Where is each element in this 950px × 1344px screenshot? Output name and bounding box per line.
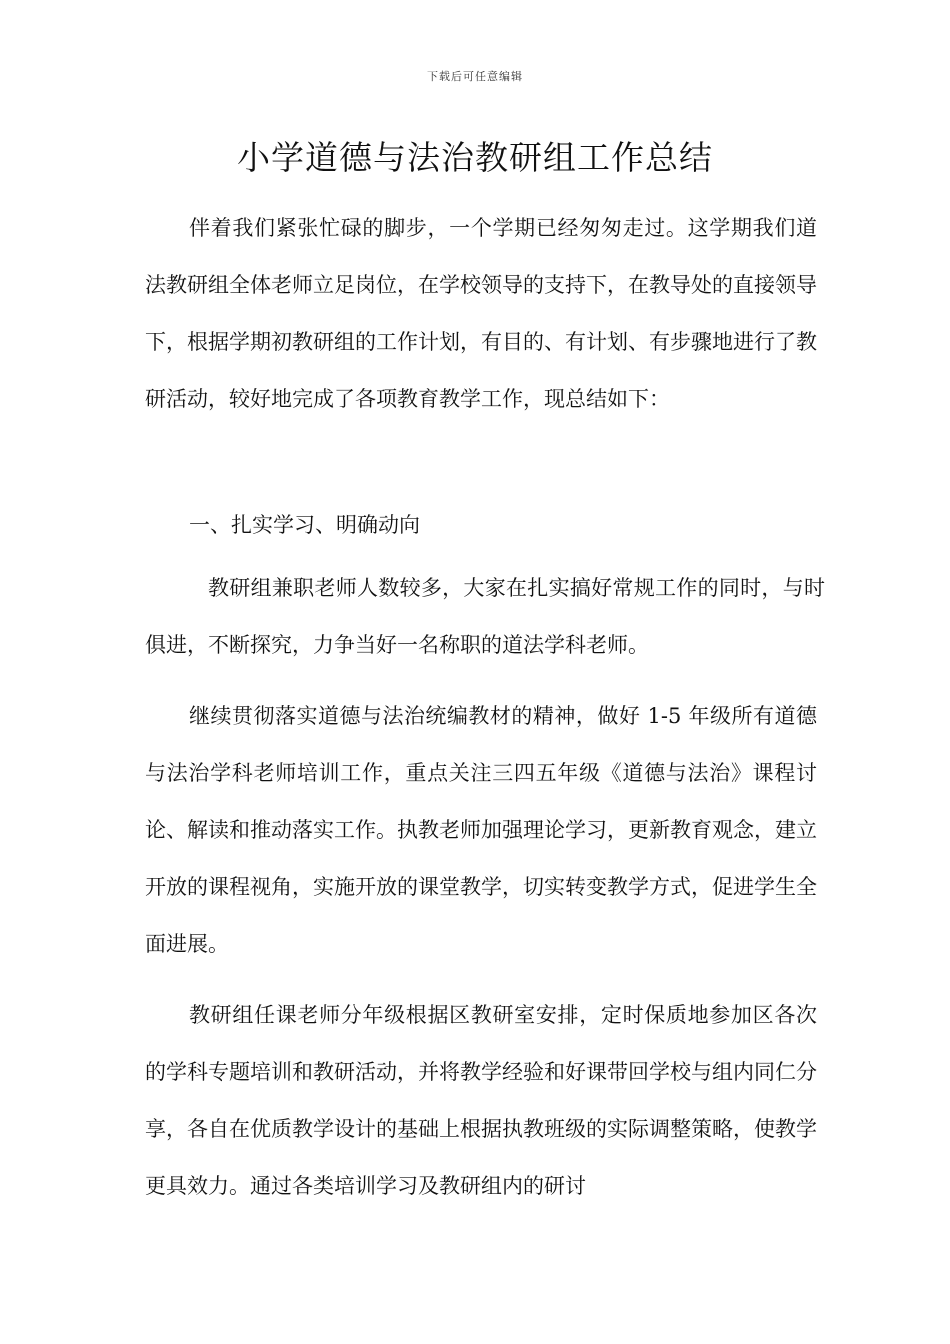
paragraph-training: 教研组任课老师分年级根据区教研室安排，定时保质地参加区各次的学科专题培训和教研活动，并将教学经验和好课带回学校与组内同仁分享，各自在优质教学设计的基础上根据执教班级的实际调整策略，使教学更具效力。通过各类培训学习及教研组内的研讨 xyxy=(145,1003,817,1198)
paragraph-intro: 伴着我们紧张忙碌的脚步，一个学期已经匆匆走过。这学期我们道法教研组全体老师立足岗位，在学校领导的支持下，在教导处的直接领导下，根据学期初教研组的工作计划，有目的、有计划、有步骤地进行了教研活动，较好地完成了各项教育教学工作，现总结如下： xyxy=(145,216,817,411)
document-title: 小学道德与法治教研组工作总结 xyxy=(237,138,713,177)
section-heading: 一、扎实学习、明确动向 xyxy=(189,513,420,537)
paragraph-curriculum: 继续贯彻落实道德与法治统编教材的精神，做好 1-5 年级所有道德与法治学科老师培训工作，重点关注三四五年级《道德与法治》课程讨论、解读和推动落实工作。执教老师加强理论学习，更新教育观念，建立开放的课程视角，实施开放的课堂教学，切实转变教学方式，促进学生全面进展。 xyxy=(145,704,817,956)
header-note: 下载后可任意编辑 xyxy=(427,70,523,83)
paragraph-teachers: 教研组兼职老师人数较多，大家在扎实搞好常规工作的同时，与时俱进，不断探究，力争当好一名称职的道法学科老师。 xyxy=(145,576,825,657)
